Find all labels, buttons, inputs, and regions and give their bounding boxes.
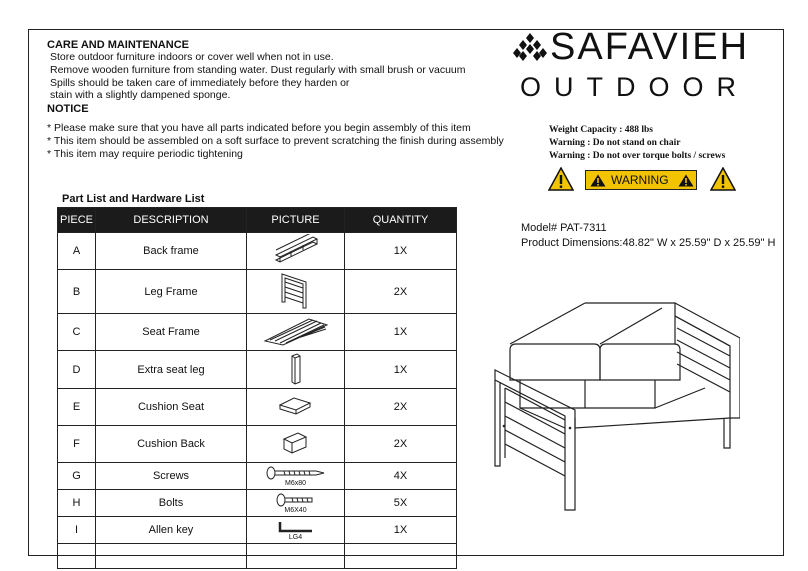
empty-cell (345, 544, 457, 569)
piece-id: G (58, 463, 96, 490)
parts-title: Part List and Hardware List (62, 193, 205, 205)
loveseat-illustration (490, 288, 740, 520)
bolt-icon (274, 493, 318, 507)
piece-id: B (58, 270, 96, 314)
header-picture: PICTURE (247, 208, 345, 233)
piece-description: Screws (96, 463, 247, 490)
picture-cell (247, 270, 345, 314)
piece-description: Allen key (96, 517, 247, 544)
allen-key-size-label: LG4 (288, 533, 303, 541)
warning-banner (585, 170, 697, 190)
notice-heading: NOTICE (47, 103, 89, 115)
table-row (58, 314, 457, 351)
table-row (58, 270, 457, 314)
screw-size-label: M6x80 (284, 479, 306, 487)
piece-quantity: 1X (345, 517, 457, 544)
piece-id: D (58, 351, 96, 389)
parts-table (57, 207, 457, 569)
table-row (58, 490, 457, 517)
empty-cell (58, 544, 96, 569)
picture-cell (247, 517, 345, 544)
piece-quantity: 1X (345, 233, 457, 270)
picture-cell (247, 389, 345, 426)
care-line: Remove wooden furniture from standing water. Dust regularly with small brush or vacuum (50, 64, 466, 76)
notice-line: * This item may require periodic tightening (47, 148, 243, 160)
product-dimensions: Product Dimensions:48.82" W x 25.59" D x 25.59" H (521, 237, 776, 249)
warning-line: Warning : Do not over torque bolts / screws (549, 151, 726, 161)
seat-frame-icon (261, 315, 331, 347)
screw-icon (264, 466, 328, 480)
piece-quantity: 1X (345, 351, 457, 389)
picture-cell (247, 426, 345, 463)
seat-leg-icon (286, 351, 306, 385)
table-row-empty (58, 544, 457, 569)
piece-quantity: 5X (345, 490, 457, 517)
picture-cell (247, 314, 345, 351)
warning-triangle-icon (548, 167, 574, 191)
care-heading: CARE AND MAINTENANCE (47, 39, 189, 51)
piece-id: I (58, 517, 96, 544)
piece-quantity: 2X (345, 270, 457, 314)
picture-cell (247, 351, 345, 389)
piece-quantity: 2X (345, 426, 457, 463)
table-row (58, 351, 457, 389)
cushion-seat-icon (276, 393, 316, 419)
empty-cell (247, 544, 345, 569)
notice-line: * Please make sure that you have all parts indicated before you begin assembly of this item (47, 122, 471, 134)
piece-description: Bolts (96, 490, 247, 517)
header-piece: PIECE (58, 208, 96, 233)
model-number: Model# PAT-7311 (521, 222, 607, 234)
piece-id: H (58, 490, 96, 517)
brand-subtitle: OUTDOOR (520, 72, 749, 102)
piece-quantity: 1X (345, 314, 457, 351)
table-row (58, 426, 457, 463)
piece-description: Cushion Seat (96, 389, 247, 426)
empty-cell (96, 544, 247, 569)
piece-id: E (58, 389, 96, 426)
piece-description: Back frame (96, 233, 247, 270)
piece-description: Leg Frame (96, 270, 247, 314)
care-line: Spills should be taken care of immediately before they harden or (50, 77, 350, 89)
picture-cell (247, 490, 345, 517)
parts-header-row (58, 208, 457, 233)
piece-quantity: 4X (345, 463, 457, 490)
weight-capacity: Weight Capacity : 488 lbs (549, 125, 653, 135)
table-row (58, 233, 457, 270)
warning-banner-label: WARNING (611, 173, 669, 187)
picture-cell (247, 233, 345, 270)
piece-description: Seat Frame (96, 314, 247, 351)
warning-triangle-icon (710, 167, 736, 191)
cushion-back-icon (278, 429, 314, 457)
header-description: DESCRIPTION (96, 208, 247, 233)
notice-line: * This item should be assembled on a soft surface to prevent scratching the finish during assembly (47, 135, 504, 147)
piece-id: A (58, 233, 96, 270)
table-row (58, 463, 457, 490)
header-quantity: QUANTITY (345, 208, 457, 233)
piece-id: C (58, 314, 96, 351)
picture-cell (247, 463, 345, 490)
allen-key-icon (274, 520, 318, 534)
table-row (58, 517, 457, 544)
piece-description: Extra seat leg (96, 351, 247, 389)
warning-line: Warning : Do not stand on chair (549, 138, 681, 148)
care-line: Store outdoor furniture indoors or cover well when not in use. (50, 51, 334, 63)
piece-quantity: 2X (345, 389, 457, 426)
bolt-size-label: M6X40 (284, 506, 307, 514)
brand-logo-icon (513, 33, 547, 61)
piece-description: Cushion Back (96, 426, 247, 463)
back-frame-icon (271, 234, 321, 266)
piece-id: F (58, 426, 96, 463)
brand-name: SAFAVIEH (550, 26, 750, 68)
table-row (58, 389, 457, 426)
care-line: stain with a slightly dampened sponge. (50, 89, 231, 101)
leg-frame-icon (276, 270, 316, 310)
warning-triangle-icon (590, 174, 606, 187)
warning-triangle-icon (678, 174, 694, 187)
